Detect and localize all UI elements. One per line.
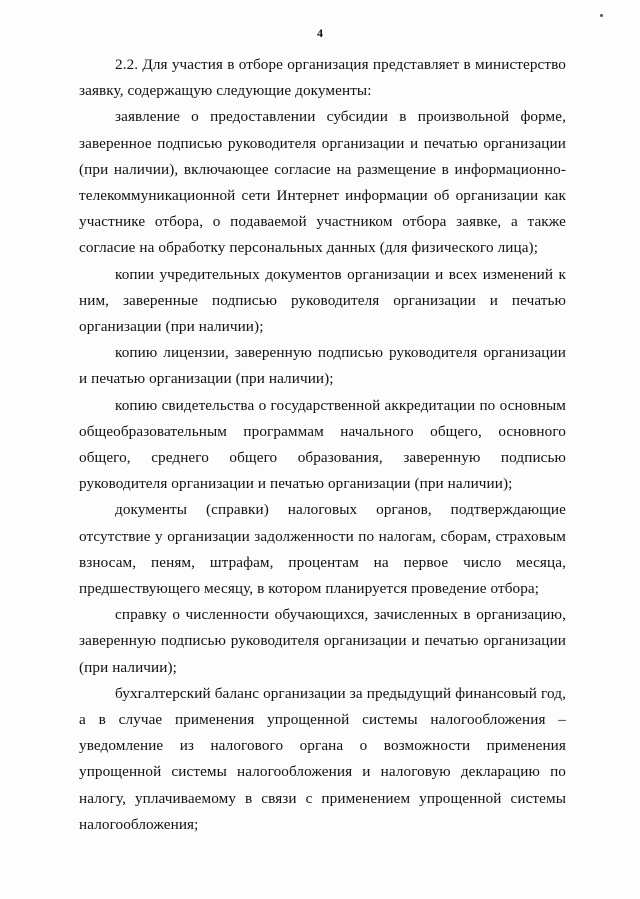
paragraph-application: заявление о предоставлении субсидии в произвольной форме, заверенное подписью руководителя организации и печатью организации (при наличии), включающее согласие на размещение в информационно-телекоммуникационной сети Интернет информации об организации как участнике отбора, о подаваемой участником отбора заявке, а также согласие на обработку персональных данных (для физического лица); [79, 108, 566, 257]
paragraph-balance-sheet: бухгалтерский баланс организации за предыдущий финансовый год, а в случае применения упрощенной системы налогообложения – уведомление из налогового органа о возможности применения упрощенной системы налогообложения и налоговую декларацию по налогу, уплачиваемому в связи с применением упрощенной системы налогообложения; [79, 684, 566, 833]
paragraph-license: копию лицензии, заверенную подписью руководителя организации и печатью организации (при наличии); [79, 344, 566, 388]
paragraph-tax-certificates: документы (справки) налоговых органов, подтверждающие отсутствие у организации задолженности по налогам, сборам, страховым взносам, пеням, штрафам, процентам на первое число месяца, предшествующего месяцу, в котором планируется проведение отбора; [79, 501, 566, 598]
paragraph-student-count: справку о численности обучающихся, зачисленных в организацию, заверенную подписью руководителя организации и печатью организации (при наличии); [79, 606, 566, 676]
paragraph-2-2-intro: 2.2. Для участия в отборе организация представляет в министерство заявку, содержащую следующие документы: [79, 56, 566, 100]
scan-dot [600, 14, 603, 17]
page-number: 4 [317, 26, 323, 40]
document-body [79, 52, 566, 838]
paragraph-founding-documents: копии учредительных документов организации и всех изменений к ним, заверенные подписью руководителя организации и печатью организации (при наличии); [79, 265, 566, 336]
paragraph-accreditation: копию свидетельства о государственной аккредитации по основным общеобразовательным программам начального общего, основного общего, среднего общего образования, заверенную подписью руководителя организации и печатью организации (при наличии); [79, 396, 566, 493]
